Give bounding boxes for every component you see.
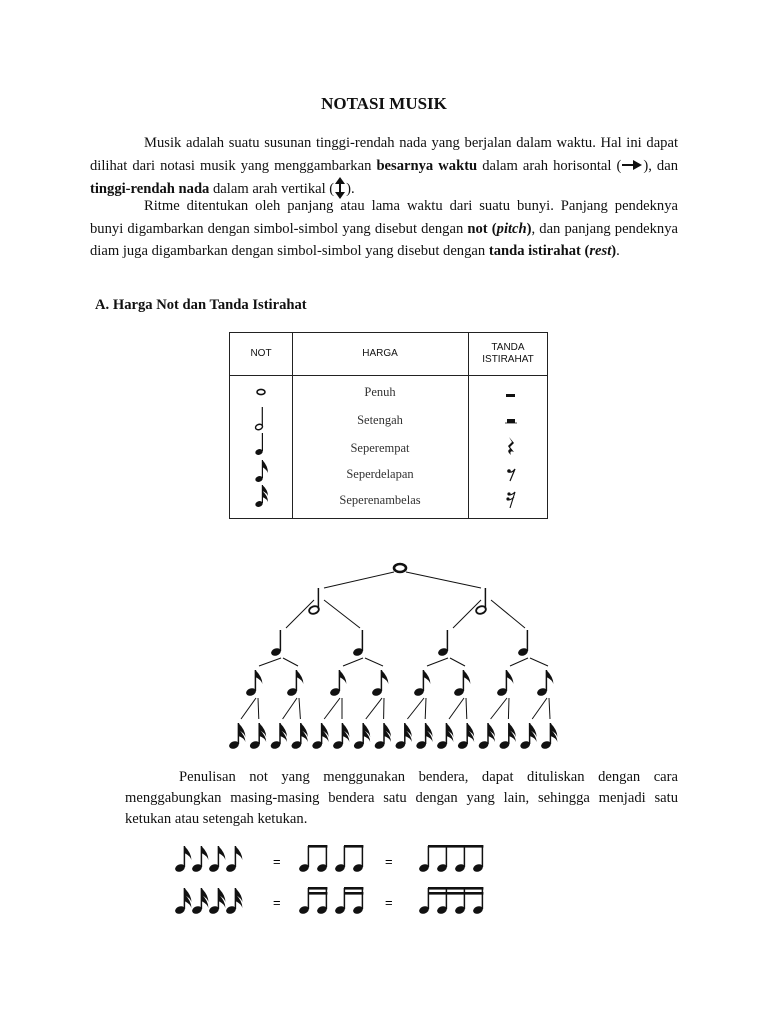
beamed-pair-icon [334,845,364,873]
eighth-rest-icon [507,469,515,481]
text-run: ). [346,181,355,197]
sixteenth-note-icon [519,723,536,750]
quarter-note-icon [352,630,364,657]
eighth-note-icon [208,846,225,873]
sixteenth-note-icon [191,888,208,915]
harga-seperempat: Seperempat [350,441,410,455]
text-run: Musik adalah suatu susunan tinggi-rendah nada yang berjalan dalam waktu. Hal ini dapat dilihat dari notasi musik yang menggambarkan [90,135,678,174]
beamed-pair-icon [334,887,364,915]
text-run: . [616,243,620,259]
sixteenth-note-icon [374,723,391,750]
sixteenth-note-icon [208,888,225,915]
section-heading: A. Harga Not dan Tanda Istirahat [95,297,307,313]
harga-seperdelapan: Seperdelapan [346,467,414,481]
whole-note-icon [257,389,265,394]
sixteenth-note-icon [249,723,266,750]
beamed-pair-icon [298,887,328,915]
equals-sign: = [273,854,281,869]
sixteenth-rest-icon [506,492,515,508]
text-run: ), dan [643,157,679,174]
table-symbols [230,333,549,520]
paragraph-ritme [90,195,678,263]
right-arrow-icon [621,159,643,171]
sixteenth-note-icon [540,723,557,750]
beam-row-sixteenth [174,887,484,915]
beamed-group-icon [418,845,484,873]
sixteenth-note-icon [478,723,495,750]
eighth-note-icon [371,670,388,697]
bold-term: ( [580,243,590,259]
text-run: , dan panjang pendeknya diam juga digambarkan dengan simbol-simbol yang disebut dengan [90,220,678,259]
sixteenth-note-icon [290,723,307,750]
bold-term: besarnya waktu [376,157,478,174]
eighth-note-icon [245,670,262,697]
harga-seperenambelas: Seperenambelas [339,493,421,507]
quarter-note-icon [517,630,529,657]
eighth-note-icon [496,670,513,697]
bold-term: tanda istirahat [488,243,581,259]
note-value-tree [0,555,768,765]
eighth-note-icon [329,670,346,697]
text-run: dalam arah vertikal ( [209,181,335,197]
sixteenth-note-icon [394,723,411,750]
eighth-note-icon [191,846,208,873]
quarter-note-icon [270,630,282,657]
sixteenth-note-icon [225,888,242,915]
beaming-examples [0,836,768,926]
beamed-group-icon [418,887,484,915]
harga-penuh: Penuh [364,385,396,399]
page-title: NOTASI MUSIK [321,94,447,113]
equals-sign: = [385,895,393,910]
sixteenth-note-icon [436,723,453,750]
whole-rest-icon [506,394,515,397]
quarter-note-icon [437,630,449,657]
bold-italic-term: pitch [496,220,527,237]
header-tanda: TANDA [491,342,525,353]
bold-term: not [467,220,488,237]
half-note-icon [308,588,320,615]
eighth-note-icon [536,670,553,697]
eighth-note-icon [254,460,268,483]
sixteenth-note-icon [498,723,515,750]
half-note-icon [255,407,264,431]
header-not: NOT [250,348,272,359]
text-run: dalam arah horisontal ( [477,157,622,174]
whole-note-icon [394,564,406,572]
quarter-note-icon [254,433,263,456]
header-istirahat: ISTIRAHAT [482,354,534,365]
note-value-table [229,332,548,519]
sixteenth-note-icon [457,723,474,750]
header-harga: HARGA [362,348,398,359]
sixteenth-note-icon [270,723,287,750]
sixteenth-note-icon [415,723,432,750]
harga-setengah: Setengah [357,413,403,427]
eighth-note-icon [413,670,430,697]
sixteenth-note-icon [174,888,191,915]
half-rest-icon [505,419,517,423]
bold-term: ) [526,220,532,237]
eighth-note-icon [174,846,191,873]
bold-italic-term: rest [589,243,612,259]
text-run: Ritme ditentukan oleh panjang atau lama waktu dari suatu bunyi. Panjang pendeknya bunyi digambarkan dengan simbol-simbol yang disebut dengan [90,198,678,237]
half-note-icon [475,588,487,615]
equals-sign: = [385,854,393,869]
sixteenth-note-icon [332,723,349,750]
sixteenth-note-icon [254,485,268,508]
eighth-note-icon [453,670,470,697]
quarter-rest-icon [508,437,514,455]
text-run: Penulisan not yang menggunakan bendera, dapat dituliskan dengan cara menggabungkan masing-masing bendera satu dengan yang lain, sehingga menjadi satu ketukan atau setengah ketukan. [125,769,678,827]
bold-term: ( [487,220,497,237]
bold-term: tinggi-rendah nada [90,181,210,197]
eighth-note-icon [286,670,303,697]
sixteenth-note-icon [228,723,245,750]
sixteenth-note-icon [353,723,370,750]
bold-term: ) [611,243,617,259]
beam-row-eighth [174,845,484,873]
sixteenth-note-icon [311,723,328,750]
beamed-pair-icon [298,845,328,873]
paragraph-intro [90,132,678,201]
eighth-note-icon [225,846,242,873]
paragraph-penulisan [125,767,678,830]
equals-sign: = [273,895,281,910]
